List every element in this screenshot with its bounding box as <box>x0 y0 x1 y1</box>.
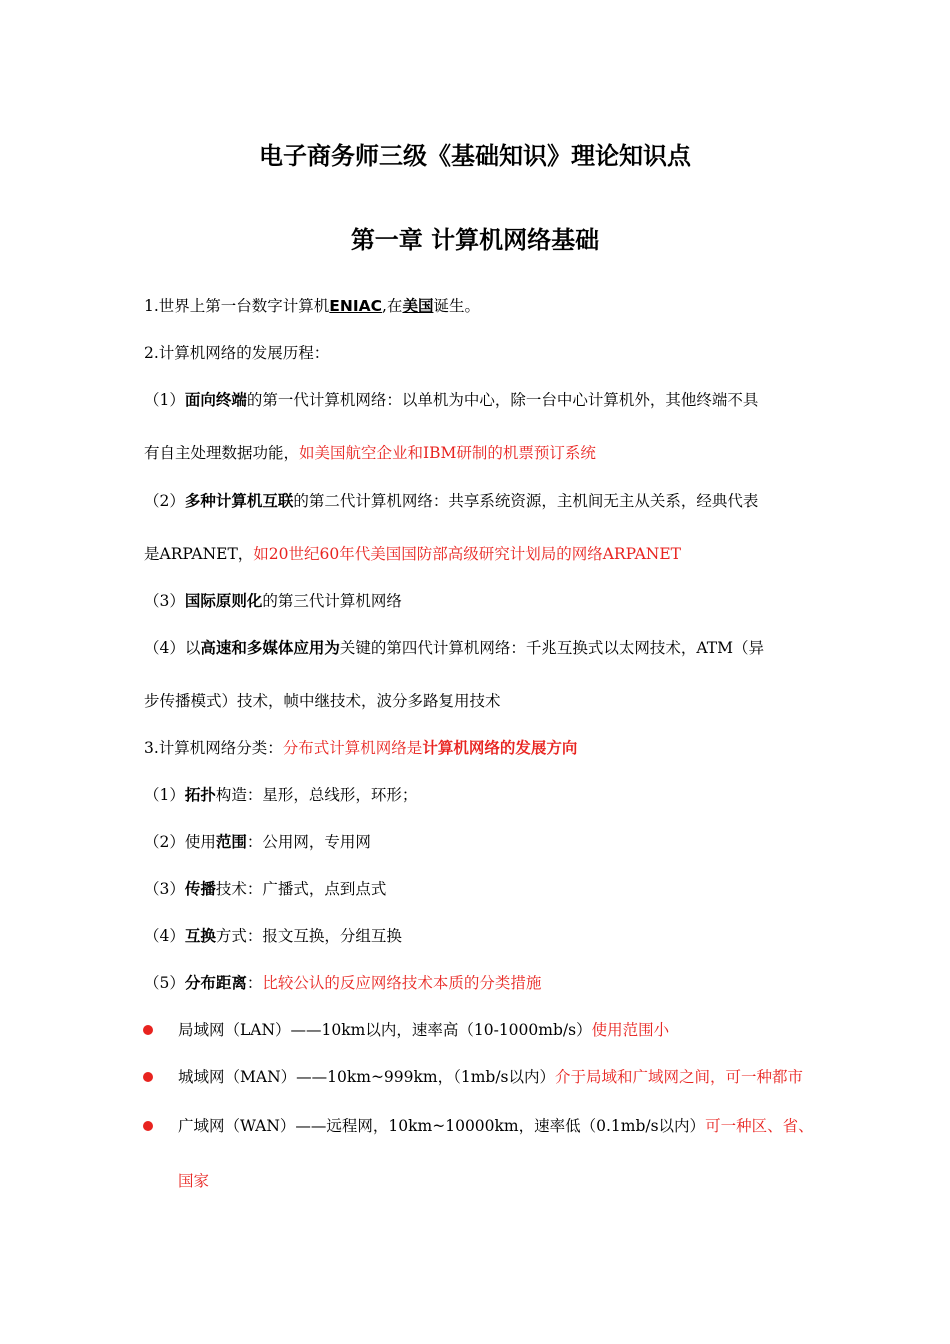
paragraph-6-cont: 步传播模式）技术，帧中继技术，波分多路复用技术 <box>144 692 501 710</box>
paragraph-3-cont <box>144 443 596 463</box>
paragraph-2: 2.计算机网络的发展历程： <box>144 344 330 362</box>
text: 关键的第四代计算机网络：千兆互换式以太网技术，ATM（异 <box>339 639 764 657</box>
list-item-man <box>178 1067 803 1087</box>
text: 是ARPANET， <box>144 545 254 563</box>
text: 的第二代计算机网络：共享系统资源，主机间无主从关系，经典代表 <box>293 492 759 510</box>
red-note: 使用范围小 <box>591 1021 670 1039</box>
text: 1.世界上第一台数字计算机 <box>144 297 330 315</box>
red-note: 分布式计算机网络是 <box>282 739 423 757</box>
emphasis: 国际原则化 <box>184 592 263 610</box>
classification-4 <box>144 926 402 946</box>
paragraph-4 <box>144 491 758 511</box>
text: ： <box>246 974 263 992</box>
text: 城域网（MAN）——10km~999km，（1mb/s以内） <box>178 1068 556 1086</box>
classification-2 <box>144 832 371 852</box>
emphasis: 高速和多媒体应用为 <box>200 639 340 657</box>
text: 诞生。 <box>433 297 480 315</box>
paragraph-1 <box>144 296 480 316</box>
red-note: 比较公认的反应网络技术本质的分类措施 <box>262 974 542 992</box>
bullet-icon <box>143 1121 153 1131</box>
emphasis: 拓扑 <box>184 786 216 804</box>
document-title: 电子商务师三级《基础知识》理论知识点 <box>259 142 691 170</box>
red-note: 可一种区、省、 <box>705 1117 814 1135</box>
text: 构造：星形，总线形，环形； <box>215 786 418 804</box>
text: （2）使用 <box>144 833 216 851</box>
text: 技术：广播式，点到点式 <box>215 880 387 898</box>
red-note: 介于局域和广域网之间，可一种都市 <box>555 1068 804 1086</box>
text: 方式：报文互换，分组互换 <box>215 927 402 945</box>
text: （1） <box>144 786 185 804</box>
bullet-icon <box>143 1025 153 1035</box>
paragraph-3 <box>144 390 758 410</box>
text: （3） <box>144 592 185 610</box>
classification-3 <box>144 879 386 899</box>
bullet-icon <box>143 1072 153 1082</box>
classification-1 <box>144 785 417 805</box>
list-item-lan <box>178 1020 669 1040</box>
text: 3.计算机网络分类： <box>144 739 283 757</box>
text: ：公用网，专用网 <box>246 833 371 851</box>
text: 的第三代计算机网络 <box>262 592 402 610</box>
emphasis: 分布距离 <box>184 974 247 992</box>
paragraph-6 <box>144 638 764 658</box>
text: （4） <box>144 927 185 945</box>
emphasis: 多种计算机互联 <box>184 492 294 510</box>
chapter-title: 第一章 计算机网络基础 <box>350 226 600 254</box>
classification-5 <box>144 973 541 993</box>
text: （5） <box>144 974 185 992</box>
text: （1） <box>144 391 185 409</box>
emphasis: 面向终端 <box>184 391 247 409</box>
text: 的第一代计算机网络：以单机为中心，除一台中心计算机外，其他终端不具 <box>246 391 759 409</box>
paragraph-4-cont <box>144 544 681 564</box>
red-note: 如20世纪60年代美国国防部高级研究计划局的网络ARPANET <box>253 545 682 563</box>
emphasis: 互换 <box>184 927 216 945</box>
red-emphasis: 计算机网络的发展方向 <box>422 739 578 757</box>
paragraph-5 <box>144 591 402 611</box>
text: （2） <box>144 492 185 510</box>
text: （3） <box>144 880 185 898</box>
text: 有自主处理数据功能， <box>144 444 300 462</box>
text: 局域网（LAN）——10km以内，速率高（10-1000mb/s） <box>178 1021 592 1039</box>
emphasis: 范围 <box>215 833 247 851</box>
emphasis: 美国 <box>402 297 434 315</box>
red-note: 如美国航空企业和IBM研制的机票预订系统 <box>299 444 596 462</box>
emphasis: ENIAC <box>329 297 382 315</box>
text: ,在 <box>382 297 403 315</box>
list-item-wan <box>178 1116 814 1136</box>
emphasis: 传播 <box>184 880 216 898</box>
list-item-wan-cont: 国家 <box>178 1172 210 1190</box>
text: （4）以 <box>144 639 201 657</box>
paragraph-7 <box>144 738 577 758</box>
text: 广域网（WAN）——远程网，10km~10000km，速率低（0.1mb/s以内） <box>178 1117 706 1135</box>
